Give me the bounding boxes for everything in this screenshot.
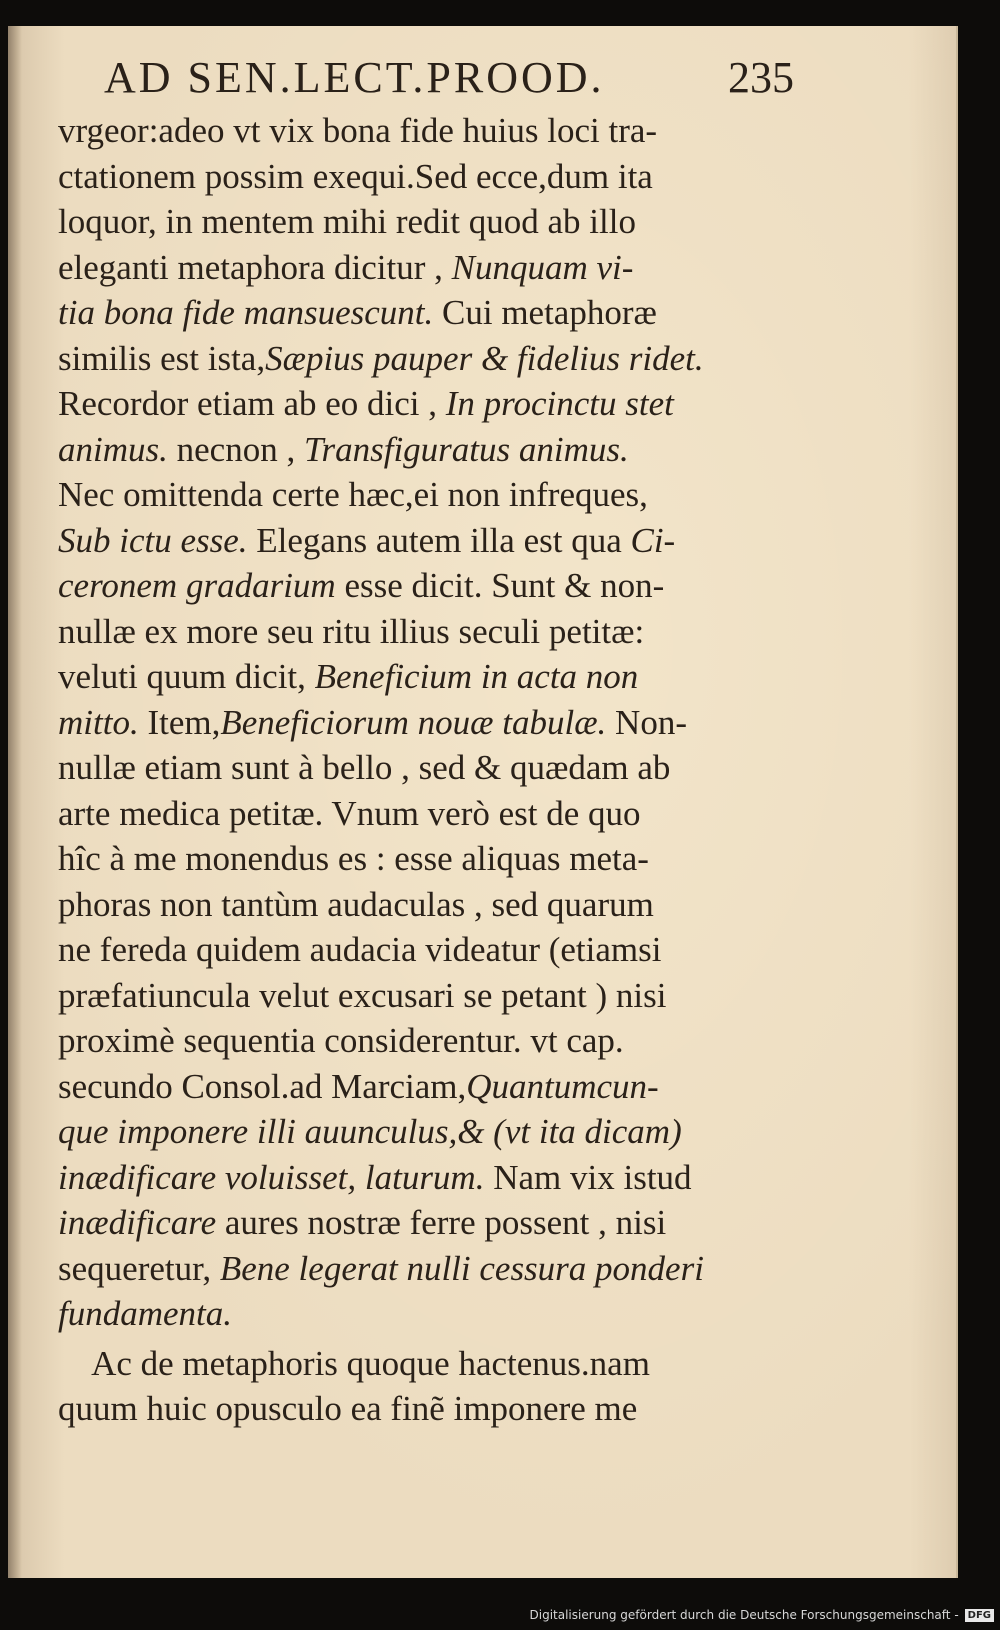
- text-line-10: Sub ictu esse. Elegans autem illa est qua Ci-: [58, 520, 676, 560]
- text-line-25: inædificare aures nostræ ferre possent , nisi: [58, 1203, 667, 1242]
- text-line-15: nullæ etiam sunt à bello , sed & quædam ab: [58, 748, 671, 787]
- book-page: [8, 26, 958, 1578]
- text-line-11: ceronem gradarium esse dicit. Sunt & non-: [58, 566, 665, 605]
- text-line-17: hîc à me monendus es : esse aliquas meta-: [58, 839, 649, 878]
- running-title: AD SEN.LECT.PROOD.: [104, 53, 605, 102]
- text-line-5: tia bona fide mansuescunt. Cui metaphoræ: [58, 293, 657, 332]
- text-line-21: proximè sequentia considerentur. vt cap.: [58, 1021, 624, 1060]
- text-line-14: mitto. Item,Beneficiorum nouæ tabulæ. Non-: [58, 702, 687, 742]
- running-header: [104, 52, 794, 112]
- text-line-8: animus. necnon , Transfiguratus animus.: [58, 429, 629, 469]
- text-line-16: arte medica petitæ. Vnum verò est de quo: [58, 793, 641, 833]
- text-line-12: nullæ ex more seu ritu illius seculi petitæ:: [58, 611, 645, 651]
- text-line-3: loquor, in mentem mihi redit quod ab illo: [58, 202, 636, 241]
- credit-text: Digitalisierung gefördert durch die Deutsche Forschungsgemeinschaft -: [529, 1608, 959, 1622]
- body-text: [58, 108, 788, 1432]
- text-line-29: quum huic opusculo ea finẽ imponere me: [58, 1389, 638, 1428]
- text-line-23: que imponere illi auunculus,& (vt ita dicam): [58, 1112, 682, 1151]
- page-spine-shadow: [8, 26, 22, 1578]
- text-line-7: Recordor etiam ab eo dici , In procinctu stet: [58, 384, 674, 423]
- text-line-22: secundo Consol.ad Marciam,Quantumcun-: [58, 1066, 659, 1106]
- page-number: 235: [728, 53, 794, 102]
- digitization-credit: [530, 1604, 995, 1626]
- text-line-2: ctationem possim exequi.Sed ecce,dum ita: [58, 156, 653, 196]
- text-line-27: fundamenta.: [58, 1294, 233, 1333]
- text-line-1: vrgeor:adeo vt vix bona fide huius loci tra-: [58, 111, 658, 150]
- text-line-20: præfatiuncula velut excusari se petant ) nisi: [58, 975, 667, 1015]
- dfg-logo-badge: DFG: [965, 1609, 994, 1622]
- text-line-26: sequeretur, Bene legerat nulli cessura ponderi: [58, 1248, 704, 1288]
- text-line-4: eleganti metaphora dicitur , Nunquam vi-: [58, 247, 634, 287]
- text-line-18: phoras non tantùm audaculas , sed quarum: [58, 884, 654, 924]
- text-line-6: similis est ista,Sæpius pauper & fidelius ridet.: [58, 338, 704, 378]
- text-line-28: Ac de metaphoris quoque hactenus.nam: [58, 1343, 650, 1383]
- text-line-19: ne fereda quidem audacia videatur (etiamsi: [58, 930, 662, 969]
- text-line-9: Nec omittenda certe hæc,ei non infreques,: [58, 475, 648, 514]
- text-line-24: inædificare voluisset, laturum. Nam vix istud: [58, 1157, 692, 1197]
- text-line-13: veluti quum dicit, Beneficium in acta non: [58, 657, 639, 696]
